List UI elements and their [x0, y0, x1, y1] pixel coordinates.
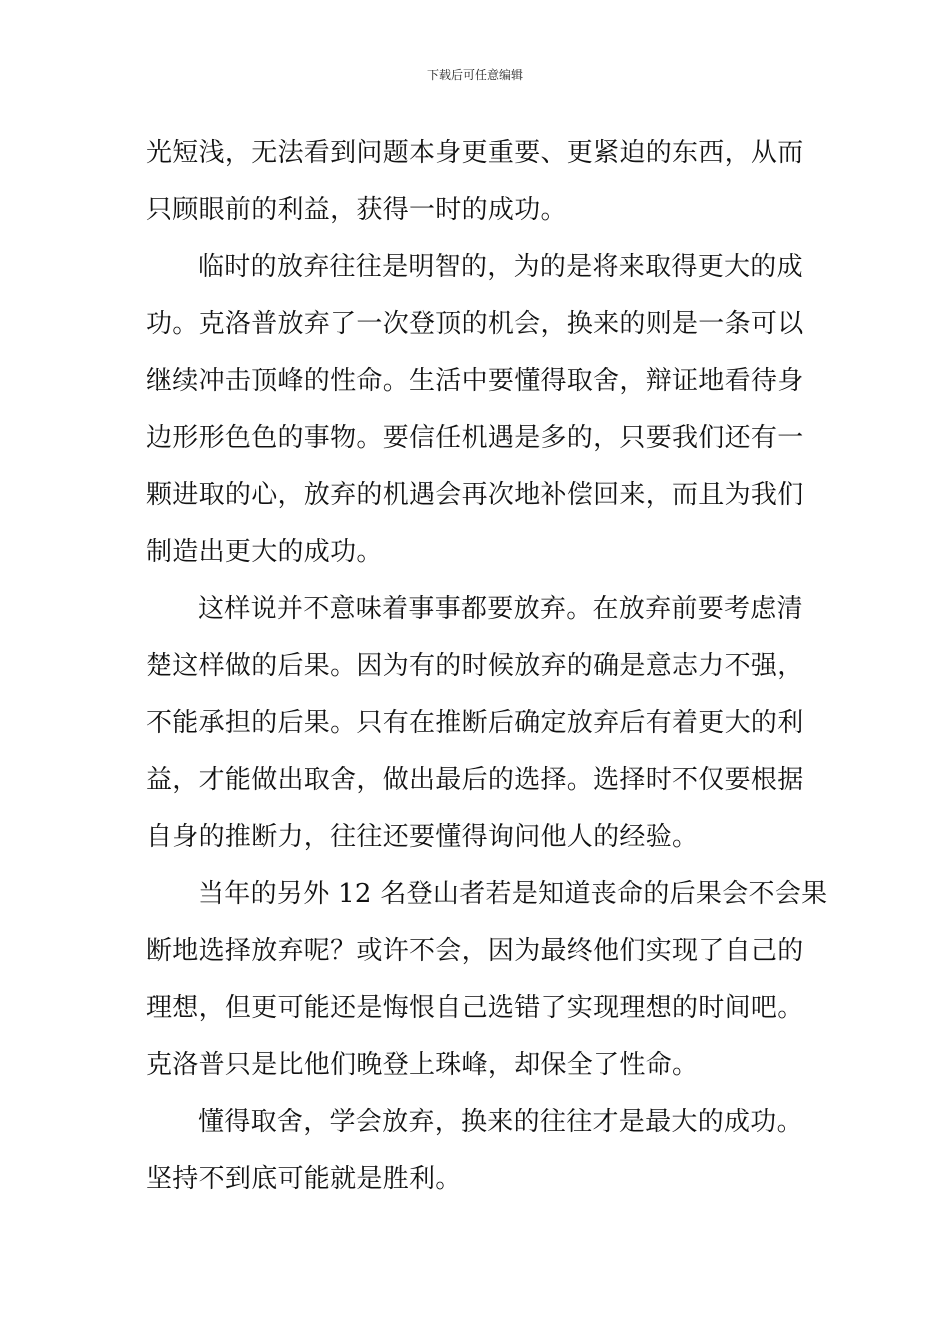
- text-line: 断地选择放弃呢？或许不会，因为最终他们实现了自己的: [146, 936, 804, 966]
- text-line: 益，才能做出取舍，做出最后的选择。选择时不仅要根据: [146, 765, 804, 795]
- text-line: 不能承担的后果。只有在推断后确定放弃后有着更大的利: [146, 708, 804, 738]
- paragraph-first-line: 当年的另外 12 名登山者若是知道丧命的后果会不会果: [198, 879, 828, 909]
- paragraph-first-line: 这样说并不意味着事事都要放弃。在放弃前要考虑清: [198, 594, 803, 624]
- text-line: 坚持不到底可能就是胜利。: [146, 1164, 462, 1194]
- text-line: 自身的推断力，往往还要懂得询问他人的经验。: [146, 822, 699, 852]
- page-header: 下载后可任意编辑: [426, 68, 523, 82]
- paragraph-first-line: 懂得取舍，学会放弃，换来的往往才是最大的成功。: [198, 1107, 803, 1137]
- document-body: [146, 125, 828, 1208]
- paragraph-first-line: 临时的放弃往往是明智的，为的是将来取得更大的成: [198, 252, 803, 282]
- text-line: 光短浅，无法看到问题本身更重要、更紧迫的东西，从而: [146, 138, 804, 168]
- text-line: 边形形色色的事物。要信任机遇是多的，只要我们还有一: [146, 423, 804, 453]
- text-line: 制造出更大的成功。: [146, 537, 383, 567]
- text-line: 楚这样做的后果。因为有的时候放弃的确是意志力不强，: [146, 651, 804, 681]
- text-line: 理想，但更可能还是悔恨自己选错了实现理想的时间吧。: [146, 993, 804, 1023]
- text-line: 克洛普只是比他们晚登上珠峰，却保全了性命。: [146, 1050, 699, 1080]
- text-line: 颗进取的心，放弃的机遇会再次地补偿回来，而且为我们: [146, 480, 804, 510]
- text-line: 功。克洛普放弃了一次登顶的机会，换来的则是一条可以: [146, 309, 804, 339]
- text-line: 只顾眼前的利益，获得一时的成功。: [146, 195, 567, 225]
- text-line: 继续冲击顶峰的性命。生活中要懂得取舍，辩证地看待身: [146, 366, 804, 396]
